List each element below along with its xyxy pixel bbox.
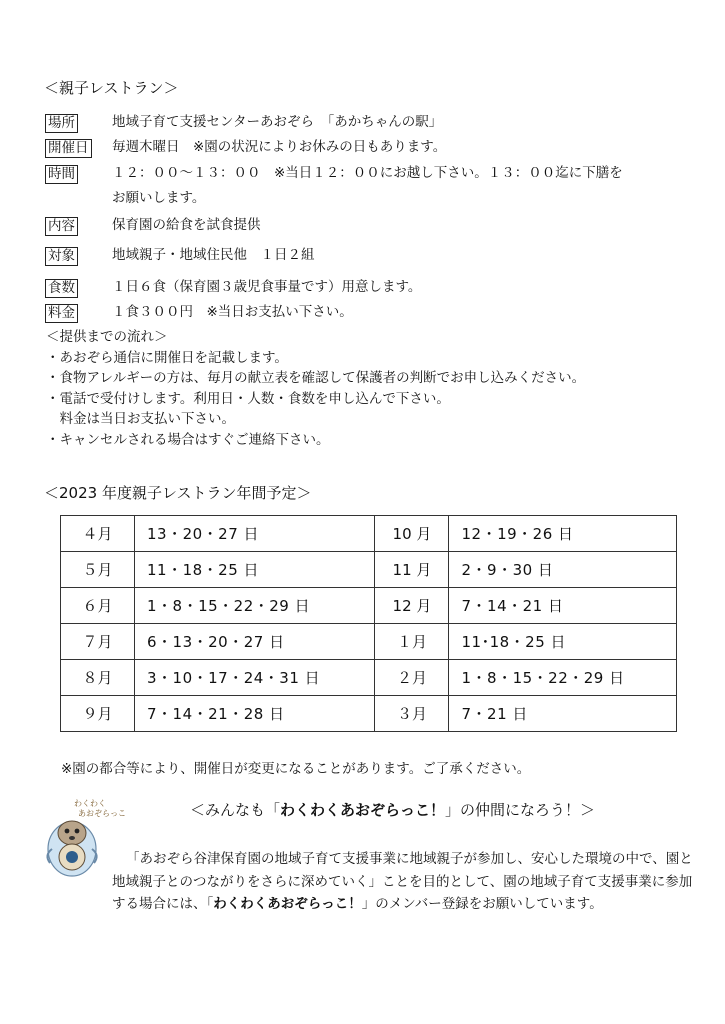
label-meals-text: 食数	[45, 279, 78, 298]
value-place: 地域子育て支援センターあおぞら 「あかちゃんの駅」	[112, 114, 443, 130]
value-target: 地域親子・地域住民他 １日２組	[112, 247, 315, 263]
dates-cell: 7・14・21・28 日	[135, 696, 375, 732]
table-row	[61, 552, 677, 588]
label-fee-text: 料金	[45, 304, 78, 323]
dates-cell: 11･18・25 日	[449, 624, 677, 660]
flow-item: ・あおぞら通信に開催日を記載します。	[46, 349, 288, 366]
dates-cell: 3・10・17・24・31 日	[135, 660, 375, 696]
paragraph-text-1: 「あおぞら谷津保育園の地域子育て支援事業に地域親子が参加し、安心した環境の中で、園と地域親子とのつながりをさらに深めていく」ことを目的として、園の地域子育て支援事業に参加する場合には、「	[112, 851, 693, 912]
month-cell: ２月	[375, 660, 449, 696]
slogan-after: 」の仲間になろう！＞	[445, 801, 596, 819]
table-row	[61, 516, 677, 552]
dates-cell: 1・8・15・22・29 日	[135, 588, 375, 624]
dates-cell: 2・9・30 日	[449, 552, 677, 588]
label-fee	[45, 302, 78, 323]
flow-heading: ＜提供までの流れ＞	[46, 329, 168, 345]
schedule-table	[60, 515, 677, 732]
label-target-text: 対象	[45, 247, 78, 266]
label-date	[45, 137, 92, 158]
dates-cell: 11・18・25 日	[135, 552, 375, 588]
month-cell: ８月	[61, 660, 135, 696]
dates-cell: 13・20・27 日	[135, 516, 375, 552]
table-row	[61, 624, 677, 660]
month-cell: ６月	[61, 588, 135, 624]
value-content: 保育園の給食を試食提供	[112, 217, 261, 233]
flow-item: ・食物アレルギーの方は、毎月の献立表を確認して保護者の判断でお申し込みください。	[46, 370, 586, 386]
flow-item: ・キャンセルされる場合はすぐご連絡下さい。	[46, 431, 330, 448]
value-meals: １日６食（保育園３歳児食事量です）用意します。	[112, 279, 422, 295]
paragraph-bold: わくわくあおぞらっこ！	[213, 896, 362, 912]
month-cell: ５月	[61, 552, 135, 588]
slogan	[190, 799, 595, 820]
flow-item: 料金は当日お支払い下さい。	[46, 411, 235, 427]
month-cell: ７月	[61, 624, 135, 660]
month-cell: 11 月	[375, 552, 449, 588]
month-cell: ９月	[61, 696, 135, 732]
closing-paragraph	[112, 848, 702, 916]
label-target	[45, 245, 78, 266]
label-time-text: 時間	[45, 165, 78, 184]
value-date: 毎週木曜日 ※園の状況によりお休みの日もあります。	[112, 139, 447, 155]
dates-cell: 7・21 日	[449, 696, 677, 732]
mascot-caption-1: わくわく	[74, 799, 106, 808]
flow-section	[46, 327, 585, 450]
month-cell: ４月	[61, 516, 135, 552]
dates-cell: 6・13・20・27 日	[135, 624, 375, 660]
page-title: ＜親子レストラン＞	[44, 79, 179, 97]
schedule-title: ＜2023 年度親子レストラン年間予定＞	[44, 484, 312, 502]
dates-cell: 1・8・15・22・29 日	[449, 660, 677, 696]
label-date-text: 開催日	[45, 139, 92, 158]
dates-cell: 12・19・26 日	[449, 516, 677, 552]
value-time: １２：００～１３：００ ※当日１２：００にお越し下さい。１３：００迄に下膳を	[112, 165, 623, 181]
month-cell: 12 月	[375, 588, 449, 624]
mascot-caption-2: あおぞらっこ	[78, 809, 126, 818]
table-row	[61, 696, 677, 732]
label-place	[45, 112, 78, 133]
table-row	[61, 660, 677, 696]
label-content-text: 内容	[45, 217, 78, 236]
slogan-before: ＜みんなも「	[190, 801, 281, 819]
label-time	[45, 163, 78, 184]
value-fee: １食３００円 ※当日お支払い下さい。	[112, 304, 353, 320]
month-cell: ３月	[375, 696, 449, 732]
slogan-bold: わくわくあおぞらっこ！	[280, 801, 446, 819]
schedule-note: ※園の都合等により、開催日が変更になることがあります。ご了承ください。	[61, 761, 531, 777]
flow-item: ・電話で受付けします。利用日・人数・食数を申し込んで下さい。	[46, 390, 450, 407]
label-content	[45, 215, 78, 236]
paragraph-text-2: 」のメンバー登録をお願いしています。	[361, 896, 603, 912]
label-place-text: 場所	[45, 114, 78, 133]
label-meals	[45, 277, 78, 298]
value-time-cont: お願いします。	[112, 190, 206, 206]
month-cell: 10 月	[375, 516, 449, 552]
month-cell: １月	[375, 624, 449, 660]
table-row	[61, 588, 677, 624]
dates-cell: 7・14・21 日	[449, 588, 677, 624]
